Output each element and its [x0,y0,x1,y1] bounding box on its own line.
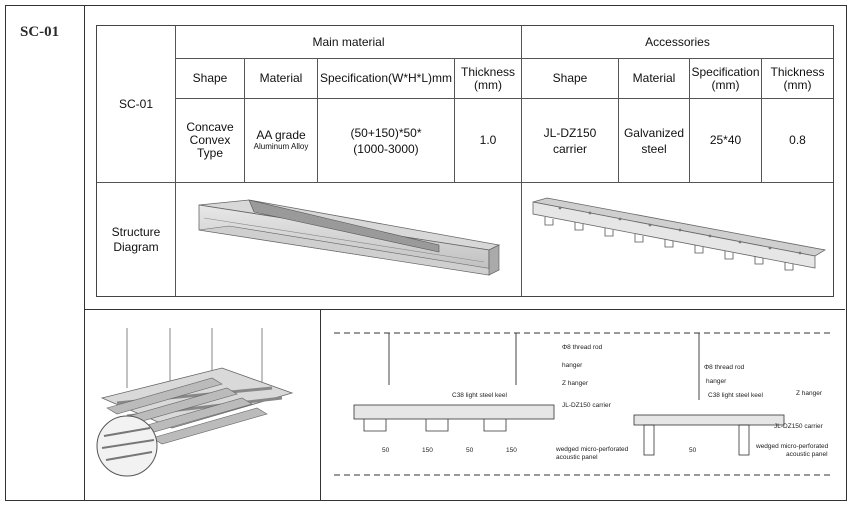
material-alloy: Aluminum Alloy [253,142,309,151]
main-material-value [245,99,318,183]
lbl-keel-left: C38 light steel keel [452,392,507,399]
lbl-panel-2-right: acoustic panel [786,451,828,458]
panel-profile-drawing [189,190,509,290]
product-code: SC-01 [20,24,60,40]
acc-shape-header: Shape [522,59,619,99]
main-structure-image [176,183,522,296]
main-thickness-unit: (mm) [474,77,502,92]
lbl-panel-2-left: acoustic panel [556,454,598,461]
lbl-carrier-right: JL-DZ150 carrier [774,423,823,430]
dim-3: 50 [466,447,474,454]
acc-structure-image [522,183,833,296]
acc-shape-value [522,99,619,183]
spec-line-1: (50+150)*50* [350,125,422,140]
acc-thickness-label: Thickness [770,64,825,79]
main-thickness-label: Thickness [460,64,516,79]
dim-right: 50 [689,447,697,454]
acc-spec-unit: (mm) [711,77,740,92]
lbl-keel-right: C38 light steel keel [708,392,763,399]
acc-shape-line-2: carrier [552,141,587,156]
acc-spec-label: Specification [691,64,760,79]
main-spec-value [318,99,455,183]
structure-label-2: Diagram [113,239,159,254]
section-drawing-svg [334,325,834,490]
lbl-panel-1-left: wedged micro-perforated [556,446,629,453]
ceiling-isometric-svg [92,328,304,478]
main-spec-header: Specification(W*H*L)mm [318,59,455,99]
acc-thickness-header [762,59,833,99]
carrier-profile-drawing [525,190,830,290]
dim-2: 150 [422,447,433,454]
main-shape-header: Shape [176,59,245,99]
acc-spec-value: 25*40 [690,99,762,183]
left-column-divider [84,5,85,500]
section-drawing [334,325,834,490]
lbl-z-hanger-left: Z hanger [562,380,589,387]
dim-4: 150 [506,447,517,454]
acc-material-header: Material [619,59,690,99]
lbl-hanger-right: hanger [706,378,727,385]
structure-label [97,183,176,296]
shape-line-2: Convex [189,133,231,147]
lbl-panel-1-right: wedged micro-perforated [756,443,829,450]
main-shape-value [176,99,245,183]
main-thickness-header [455,59,522,99]
shape-line-1: Concave [186,120,234,134]
lbl-z-hanger-right: Z hanger [796,390,823,397]
lbl-thread-rod-right: Φ8 thread rod [704,364,745,371]
accessories-header: Accessories [522,26,833,59]
acc-thickness-unit: (mm) [783,77,812,92]
lbl-thread-rod-left: Φ8 thread rod [562,344,603,351]
acc-material-line-1: Galvanized [623,125,685,140]
material-grade: AA grade [256,128,306,142]
lbl-carrier-left: JL-DZ150 carrier [562,402,611,409]
shape-line-3: Type [196,146,223,160]
acc-spec-header [690,59,762,99]
dim-1: 50 [382,447,390,454]
acc-shape-line-1: JL-DZ150 [543,125,597,140]
main-material-col-header: Material [245,59,318,99]
section-divider [84,309,845,310]
structure-label-1: Structure [111,224,161,239]
lbl-hanger-left: hanger [562,362,583,369]
acc-thickness-value: 0.8 [762,99,833,183]
main-thickness-value: 1.0 [455,99,522,183]
spec-table [96,25,834,297]
ceiling-3d-drawing [92,328,304,478]
bottom-divider [320,310,321,500]
acc-material-line-2: steel [641,141,667,156]
main-material-header: Main material [176,26,522,59]
spec-line-2: (1000-3000) [353,141,419,156]
acc-material-value [619,99,690,183]
row-label: SC-01 [97,26,176,183]
